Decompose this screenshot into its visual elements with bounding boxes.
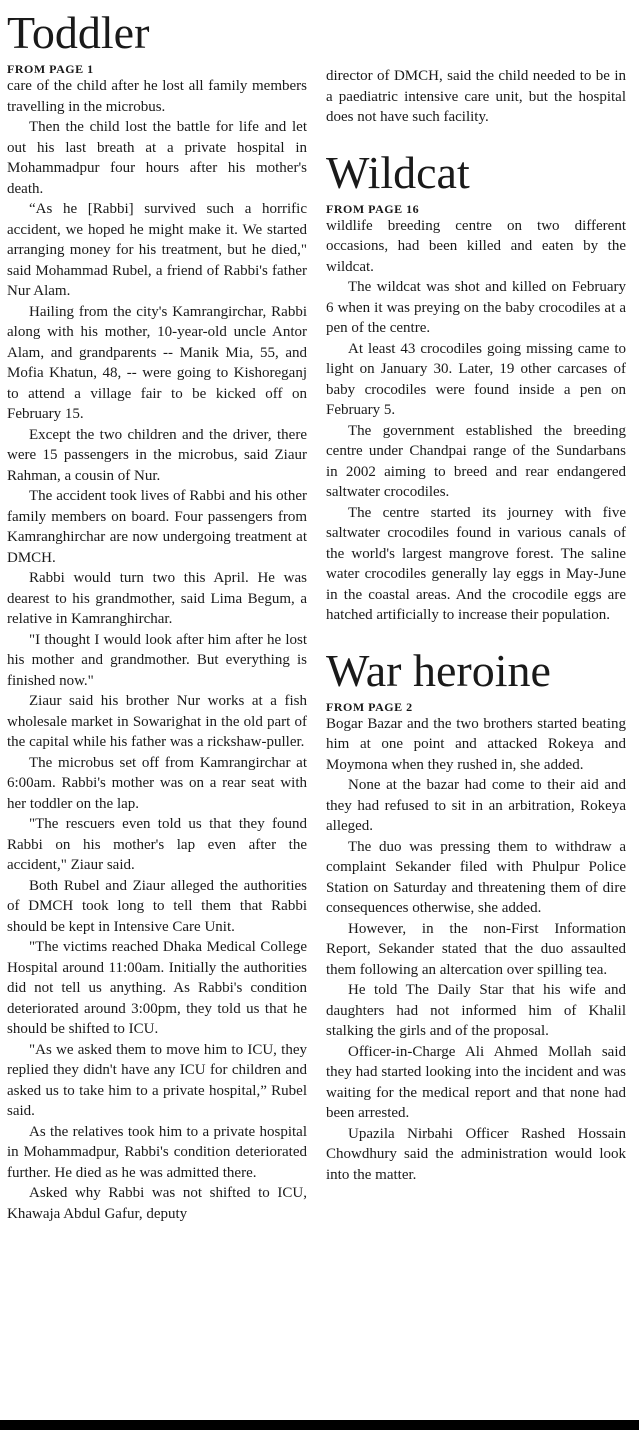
right-column: [326, 66, 626, 1207]
bottom-rule: [0, 1420, 639, 1430]
paragraph: However, in the non-First Information Report, Sekander stated that the duo assaulted them following an altercation over spilling tea.: [326, 920, 626, 978]
left-column: [7, 0, 307, 1224]
wildcat-headline: Wildcat: [326, 146, 470, 198]
paragraph: The microbus set off from Kamrangirchar at 6:00am. Rabbi's mother was on a rear seat with her toddler on the lap.: [7, 754, 307, 812]
war-heroine-article: [326, 644, 626, 1186]
paragraph: The duo was pressing them to withdraw a complaint Sekander filed with Phulpur Police Station on Saturday and threatening them of dire consequences otherwise, she added.: [326, 838, 626, 916]
paragraph: director of DMCH, said the child needed to be in a paediatric intensive care unit, but the hospital does not have such facility.: [326, 68, 626, 125]
paragraph: He told The Daily Star that his wife and daughters had not informed him of Khalil stalking the girls and of the proposal.: [326, 982, 626, 1039]
toddler-continuation: [326, 66, 626, 128]
paragraph: Officer-in-Charge Ali Ahmed Mollah said they had started looking into the incident and was waiting for the medical report and that none had been arrested.: [326, 1043, 626, 1121]
war-heroine-from-page: FROM PAGE 2: [326, 699, 413, 714]
paragraph: Bogar Bazar and the two brothers started beating him at one point and attacked Rokeya and Moymona when they rushed in, she added.: [326, 715, 626, 773]
paragraph: Hailing from the city's Kamrangirchar, Rabbi along with his mother, 10-year-old uncle Antor Alam, and grandparents -- Manik Mia, 55, and Mofia Khatun, 48, -- were going to Kishoreganj to attend a village fair to be kicked off on February 15.: [7, 303, 307, 422]
wildcat-article: [326, 146, 626, 626]
paragraph: "The victims reached Dhaka Medical College Hospital around 11:00am. Initially the authorities did not tell us anything. As Rabbi's condition deteriorated around 3:00pm, they told us that he should be shifted to ICU.: [7, 939, 307, 1037]
paragraph: Rabbi would turn two this April. He was dearest to his grandmother, said Lima Begum, a relative in Kamranghirchar.: [7, 570, 307, 627]
paragraph: "As we asked them to move him to ICU, they replied they didn't have any ICU for children and asked us to take him to a private hospital,” Rubel said.: [7, 1041, 307, 1119]
paragraph: Both Rubel and Ziaur alleged the authorities of DMCH took long to tell them that Rabbi should be kept in Intensive Care Unit.: [7, 877, 307, 935]
paragraph: Except the two children and the driver, there were 15 passengers in the microbus, said Ziaur Rahman, a cousin of Nur.: [7, 426, 307, 484]
toddler-headline: Toddler: [7, 7, 150, 58]
paragraph: The centre started its journey with five saltwater crocodiles found in various canals of the world's largest mangrove forest. The saline water crocodiles generally lay eggs in May-June in the coastal areas. And the crocodile eggs are hatched artificially to increase their population.: [326, 504, 626, 623]
paragraph: None at the bazar had come to their aid and they had refused to sit in an arbitration, Rokeya alleged.: [326, 777, 626, 834]
paragraph: care of the child after he lost all family members travelling in the microbus.: [7, 78, 307, 115]
paragraph: "The rescuers even told us that they found Rabbi on his mother's lap even after the accident," Ziaur said.: [7, 816, 307, 873]
paragraph: Asked why Rabbi was not shifted to ICU, Khawaja Abdul Gafur, deputy: [7, 1185, 307, 1222]
paragraph: Then the child lost the battle for life and let out his last breath at a private hospital in Mohammadpur four hours after his mother's death.: [7, 119, 307, 197]
paragraph: At least 43 crocodiles going missing came to light on January 30. Later, 19 other carcases of baby crocodiles were found inside a pen on February 5.: [326, 340, 626, 418]
toddler-body: [7, 76, 307, 1224]
war-heroine-headline: War heroine: [326, 644, 551, 696]
paragraph: Ziaur said his brother Nur works at a fish wholesale market in Sowarighat in the old part of the capital while his father was a rickshaw-puller.: [7, 693, 307, 750]
paragraph: Upazila Nirbahi Officer Rashed Hossain Chowdhury said the administration would look into the matter.: [326, 1125, 626, 1183]
paragraph: The wildcat was shot and killed on February 6 when it was preying on the baby crocodiles at a pen of the centre.: [326, 279, 626, 336]
paragraph: “As he [Rabbi] survived such a horrific accident, we hoped he might make it. We started arranging money for his treatment, but he died," said Mohammad Rubel, a friend of Rabbi's father Nur Alam.: [7, 201, 307, 299]
paragraph: "I thought I would look after him after he lost his mother and grandmother. But everything is finished now.": [7, 631, 307, 689]
paragraph: As the relatives took him to a private hospital in Mohammadpur, Rabbi's condition deteriorated further. He died as he was admitted there.: [7, 1123, 307, 1181]
toddler-from-page: FROM PAGE 1: [7, 62, 94, 76]
paragraph: The accident took lives of Rabbi and his other family members on board. Four passengers from Kamranghirchar are now undergoing treatment at DMCH.: [7, 488, 307, 566]
paragraph: wildlife breeding centre on two different occasions, had been killed and eaten by the wildcat.: [326, 217, 626, 275]
paragraph: The government established the breeding centre under Chandpai range of the Sundarbans in 2002 aiming to breed and rear endangered saltwater crocodiles.: [326, 422, 626, 500]
wildcat-from-page: FROM PAGE 16: [326, 201, 420, 216]
